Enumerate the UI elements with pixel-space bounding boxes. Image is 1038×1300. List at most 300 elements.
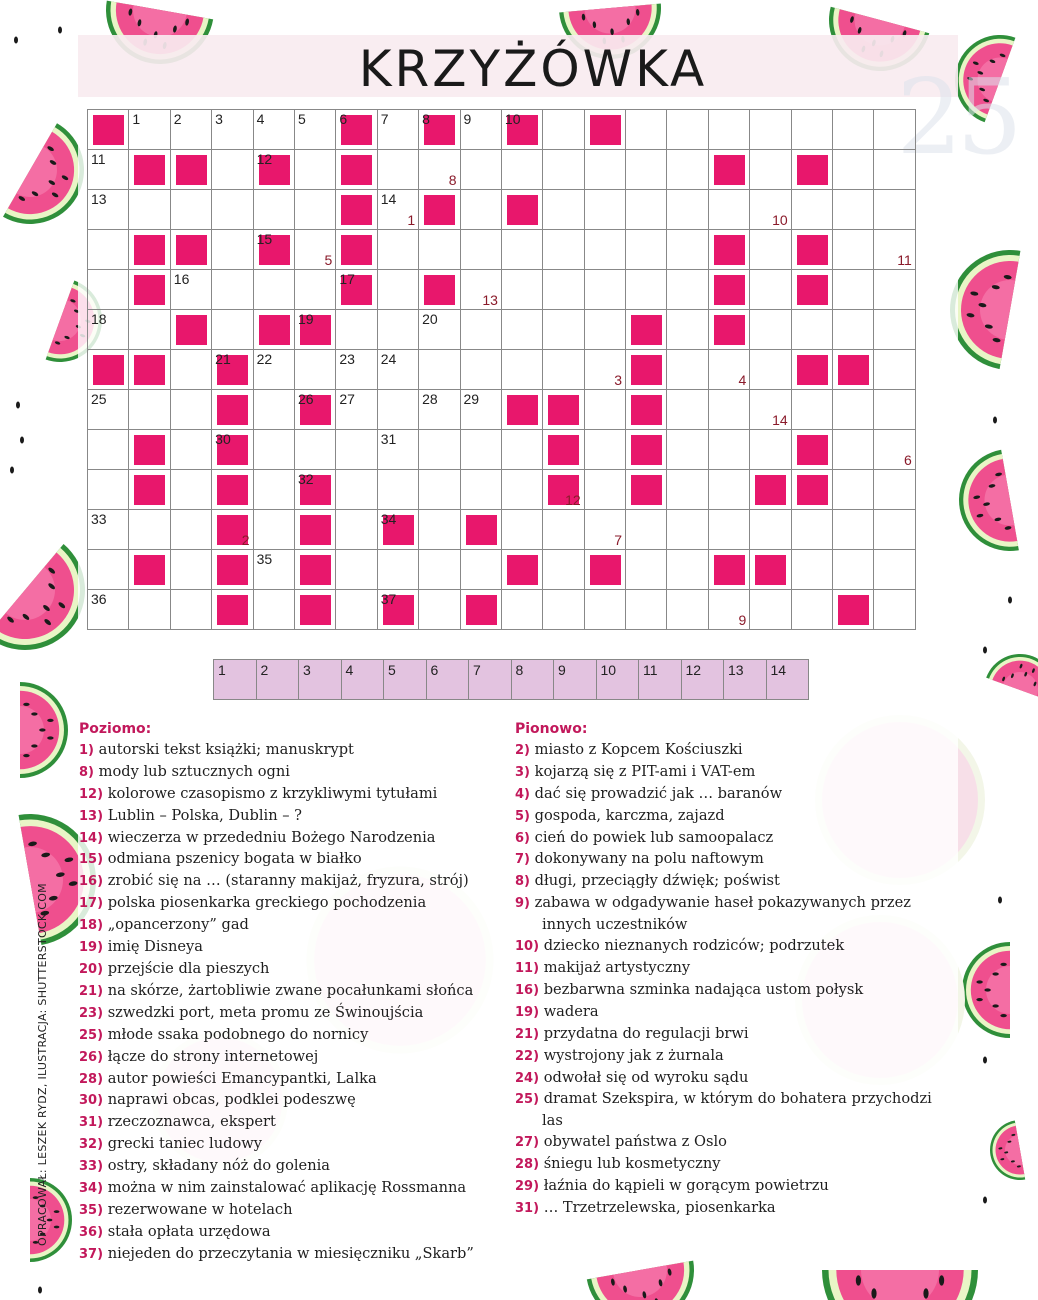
grid-cell[interactable] — [461, 350, 502, 390]
grid-cell[interactable] — [543, 230, 584, 270]
grid-cell[interactable] — [88, 270, 129, 310]
grid-cell[interactable] — [833, 430, 874, 470]
grid-cell[interactable] — [543, 270, 584, 310]
grid-cell[interactable] — [171, 110, 212, 150]
solution-cell-number: 11 — [643, 662, 658, 678]
grid-cell[interactable] — [88, 470, 129, 510]
grid-cell[interactable] — [667, 190, 708, 230]
grid-cell[interactable] — [626, 270, 667, 310]
grid-cell[interactable] — [626, 550, 667, 590]
grid-cell[interactable] — [833, 110, 874, 150]
grid-cell[interactable] — [709, 390, 750, 430]
solution-slot-number: 7 — [614, 532, 623, 548]
clue-item — [515, 849, 955, 871]
solution-cell[interactable] — [299, 660, 342, 700]
grid-cell[interactable] — [212, 230, 253, 270]
grid-cell[interactable] — [336, 310, 377, 350]
grid-cell[interactable] — [502, 510, 543, 550]
black-square — [466, 515, 497, 545]
grid-cell[interactable] — [667, 470, 708, 510]
grid-cell[interactable] — [585, 270, 626, 310]
grid-cell[interactable] — [378, 270, 419, 310]
grid-cell[interactable] — [626, 190, 667, 230]
grid-cell[interactable] — [667, 390, 708, 430]
grid-cell[interactable] — [461, 390, 502, 430]
grid-block-cell — [461, 590, 502, 630]
grid-cell[interactable] — [419, 470, 460, 510]
clue-item-text: młode ssaka podobnego do nornicy — [107, 1025, 369, 1043]
clue-item-text: wystrojony jak z żurnala — [543, 1046, 724, 1064]
grid-cell[interactable] — [709, 190, 750, 230]
grid-cell[interactable] — [585, 310, 626, 350]
grid-cell[interactable] — [667, 310, 708, 350]
grid-cell[interactable] — [709, 430, 750, 470]
grid-cell[interactable] — [336, 350, 377, 390]
grid-cell[interactable] — [874, 590, 915, 630]
solution-slot-number: 13 — [482, 292, 498, 308]
grid-cell[interactable] — [378, 550, 419, 590]
grid-cell[interactable] — [171, 430, 212, 470]
grid-block-cell — [626, 350, 667, 390]
grid-cell[interactable] — [212, 190, 253, 230]
clue-number: 24 — [380, 351, 397, 367]
grid-cell[interactable] — [254, 590, 295, 630]
black-square — [424, 195, 455, 225]
grid-cell[interactable] — [129, 590, 170, 630]
grid-cell[interactable] — [419, 390, 460, 430]
clue-item-text: kojarzą się z PIT-ami i VAT-em — [534, 762, 756, 780]
clue-item-number: 37) — [79, 1246, 104, 1262]
grid-cell[interactable] — [88, 310, 129, 350]
clues-across — [79, 719, 499, 1266]
grid-cell[interactable] — [585, 350, 626, 390]
grid-cell[interactable] — [874, 110, 915, 150]
grid-cell[interactable] — [874, 430, 915, 470]
solution-cell[interactable] — [767, 660, 810, 700]
grid-cell[interactable] — [295, 150, 336, 190]
grid-cell[interactable] — [874, 550, 915, 590]
grid-cell[interactable] — [502, 270, 543, 310]
clue-number: 5 — [297, 111, 306, 127]
grid-cell[interactable] — [378, 390, 419, 430]
grid-row — [88, 510, 916, 550]
solution-slot-number: 3 — [614, 372, 623, 388]
black-square — [714, 555, 745, 585]
grid-cell[interactable] — [212, 150, 253, 190]
grid-cell[interactable] — [626, 590, 667, 630]
grid-cell[interactable] — [295, 110, 336, 150]
clue-item-text: kolorowe czasopismo z krzykliwymi tytułami — [107, 784, 438, 802]
grid-cell[interactable] — [667, 230, 708, 270]
grid-cell[interactable] — [254, 110, 295, 150]
grid-cell[interactable] — [874, 190, 915, 230]
clue-number: 7 — [380, 111, 389, 127]
grid-block-cell — [212, 430, 253, 470]
grid-cell[interactable] — [543, 190, 584, 230]
grid-cell[interactable] — [833, 510, 874, 550]
grid-cell[interactable] — [874, 350, 915, 390]
clue-item-text: przejście dla pieszych — [107, 959, 270, 977]
grid-cell[interactable] — [667, 550, 708, 590]
grid-cell[interactable] — [585, 470, 626, 510]
solution-cell[interactable] — [554, 660, 597, 700]
grid-cell[interactable] — [378, 150, 419, 190]
solution-cell[interactable] — [724, 660, 767, 700]
grid-cell[interactable] — [295, 270, 336, 310]
grid-cell[interactable] — [667, 590, 708, 630]
grid-cell[interactable] — [88, 590, 129, 630]
grid-cell[interactable] — [171, 510, 212, 550]
solution-cell-number: 8 — [515, 662, 524, 678]
grid-cell[interactable] — [419, 310, 460, 350]
solution-slot-number: 8 — [448, 172, 457, 188]
grid-cell[interactable] — [874, 510, 915, 550]
grid-cell[interactable] — [461, 150, 502, 190]
grid-cell[interactable] — [874, 270, 915, 310]
grid-cell[interactable] — [461, 190, 502, 230]
grid-cell[interactable] — [502, 590, 543, 630]
grid-cell[interactable] — [667, 510, 708, 550]
grid-cell[interactable] — [254, 510, 295, 550]
grid-row — [88, 550, 916, 590]
grid-cell[interactable] — [254, 550, 295, 590]
grid-block-cell — [419, 270, 460, 310]
solution-cell[interactable] — [427, 660, 470, 700]
grid-cell[interactable] — [543, 590, 584, 630]
clue-item-text: naprawi obcas, podklei podeszwę — [107, 1091, 356, 1109]
grid-cell[interactable] — [585, 590, 626, 630]
grid-cell[interactable] — [254, 470, 295, 510]
grid-cell[interactable] — [461, 110, 502, 150]
grid-cell[interactable] — [88, 430, 129, 470]
grid-cell[interactable] — [833, 310, 874, 350]
clue-item-text: odwołał się od wyroku sądu — [543, 1068, 749, 1086]
grid-block-cell — [336, 110, 377, 150]
clue-item-number: 2) — [515, 742, 530, 758]
clue-item-number: 5) — [515, 808, 530, 824]
clue-item — [79, 1003, 499, 1025]
grid-cell[interactable] — [874, 390, 915, 430]
grid-cell[interactable] — [750, 230, 791, 270]
grid-cell[interactable] — [874, 310, 915, 350]
grid-cell[interactable] — [585, 190, 626, 230]
grid-cell[interactable] — [212, 110, 253, 150]
grid-cell[interactable] — [295, 430, 336, 470]
grid-cell[interactable] — [295, 190, 336, 230]
grid-block-cell — [212, 390, 253, 430]
grid-row — [88, 270, 916, 310]
grid-block-cell — [171, 230, 212, 270]
grid-cell[interactable] — [171, 270, 212, 310]
grid-cell[interactable] — [709, 350, 750, 390]
grid-cell[interactable] — [336, 390, 377, 430]
grid-cell[interactable] — [750, 190, 791, 230]
grid-cell[interactable] — [667, 430, 708, 470]
grid-cell[interactable] — [750, 510, 791, 550]
clue-item-text: dokonywany na polu naftowym — [534, 850, 764, 868]
grid-block-cell — [129, 150, 170, 190]
grid-cell[interactable] — [543, 310, 584, 350]
solution-cell[interactable] — [214, 660, 257, 700]
grid-cell[interactable] — [419, 550, 460, 590]
clue-item — [515, 958, 955, 980]
solution-cell[interactable] — [512, 660, 555, 700]
grid-cell[interactable] — [502, 350, 543, 390]
grid-cell[interactable] — [336, 590, 377, 630]
clue-number: 22 — [256, 351, 273, 367]
grid-cell[interactable] — [874, 470, 915, 510]
black-square — [797, 435, 828, 465]
black-square — [631, 315, 662, 345]
black-square — [838, 595, 869, 625]
grid-cell[interactable] — [378, 230, 419, 270]
solution-cell[interactable] — [342, 660, 385, 700]
black-square — [134, 475, 165, 505]
grid-cell[interactable] — [336, 430, 377, 470]
grid-cell[interactable] — [750, 110, 791, 150]
solution-slot-number: 11 — [897, 252, 912, 268]
grid-block-cell — [88, 350, 129, 390]
grid-block-cell — [750, 470, 791, 510]
grid-cell[interactable] — [129, 310, 170, 350]
grid-cell[interactable] — [709, 510, 750, 550]
grid-cell[interactable] — [171, 350, 212, 390]
grid-cell[interactable] — [750, 430, 791, 470]
grid-cell[interactable] — [212, 310, 253, 350]
grid-cell[interactable] — [626, 150, 667, 190]
solution-cell[interactable] — [257, 660, 300, 700]
clue-item — [515, 1132, 955, 1154]
grid-cell[interactable] — [461, 470, 502, 510]
solution-cell[interactable] — [469, 660, 512, 700]
grid-cell[interactable] — [750, 350, 791, 390]
grid-cell[interactable] — [792, 190, 833, 230]
grid-cell[interactable] — [378, 350, 419, 390]
clue-item — [79, 1222, 499, 1244]
grid-cell[interactable] — [667, 150, 708, 190]
grid-cell[interactable] — [461, 230, 502, 270]
grid-cell[interactable] — [336, 470, 377, 510]
grid-cell[interactable] — [750, 270, 791, 310]
clue-number: 31 — [380, 431, 397, 447]
grid-cell[interactable] — [792, 550, 833, 590]
grid-cell[interactable] — [667, 350, 708, 390]
grid-cell[interactable] — [88, 550, 129, 590]
black-square — [217, 555, 248, 585]
clue-item — [79, 1112, 499, 1134]
grid-cell[interactable] — [543, 350, 584, 390]
grid-cell[interactable] — [378, 310, 419, 350]
grid-cell[interactable] — [336, 550, 377, 590]
grid-cell[interactable] — [419, 590, 460, 630]
grid-cell[interactable] — [88, 510, 129, 550]
grid-cell[interactable] — [543, 550, 584, 590]
grid-cell[interactable] — [585, 390, 626, 430]
grid-block-cell — [419, 110, 460, 150]
grid-cell[interactable] — [461, 550, 502, 590]
clue-item — [79, 1047, 499, 1069]
grid-cell[interactable] — [419, 510, 460, 550]
clue-item-text: … Trzetrzelewska, piosenkarka — [543, 1198, 776, 1216]
grid-cell[interactable] — [419, 230, 460, 270]
solution-cell[interactable] — [384, 660, 427, 700]
grid-cell[interactable] — [750, 390, 791, 430]
grid-block-cell — [792, 350, 833, 390]
clue-item — [515, 1198, 955, 1220]
grid-cell[interactable] — [295, 350, 336, 390]
black-square — [548, 395, 579, 425]
clue-item-text: łącze do strony internetowej — [107, 1047, 319, 1065]
grid-cell[interactable] — [88, 230, 129, 270]
grid-cell[interactable] — [543, 510, 584, 550]
grid-cell[interactable] — [502, 310, 543, 350]
clue-item — [79, 959, 499, 981]
clue-number: 17 — [339, 271, 355, 287]
grid-cell[interactable] — [833, 390, 874, 430]
black-square — [548, 435, 579, 465]
grid-cell[interactable] — [543, 150, 584, 190]
clue-item-text: gospoda, karczma, zajazd — [534, 806, 725, 824]
grid-cell[interactable] — [88, 190, 129, 230]
grid-cell[interactable] — [585, 150, 626, 190]
grid-cell[interactable] — [502, 430, 543, 470]
grid-cell[interactable] — [171, 470, 212, 510]
grid-cell[interactable] — [833, 230, 874, 270]
grid-cell[interactable] — [874, 150, 915, 190]
grid-cell[interactable] — [792, 110, 833, 150]
solution-slot-number: 9 — [738, 612, 747, 628]
clue-item-number: 21) — [515, 1026, 540, 1042]
grid-cell[interactable] — [792, 590, 833, 630]
grid-block-cell — [212, 510, 253, 550]
clue-item-text: szwedzki port, meta promu ze Świnoujścia — [107, 1003, 424, 1021]
grid-cell[interactable] — [129, 190, 170, 230]
clue-item-text: długi, przeciągły dźwięk; poświst — [534, 872, 780, 890]
grid-cell[interactable] — [833, 150, 874, 190]
clue-item-text: łaźnia do kąpieli w gorącym powietrzu — [543, 1177, 829, 1195]
grid-cell[interactable] — [254, 350, 295, 390]
grid-cell[interactable] — [502, 470, 543, 510]
clues-down-list — [515, 740, 955, 1220]
grid-cell[interactable] — [543, 110, 584, 150]
clue-item — [79, 1200, 499, 1222]
grid-cell[interactable] — [626, 510, 667, 550]
clue-item — [79, 1025, 499, 1047]
grid-cell[interactable] — [171, 190, 212, 230]
grid-block-cell — [792, 270, 833, 310]
clue-item-number: 24) — [515, 1070, 540, 1086]
grid-cell[interactable] — [792, 390, 833, 430]
grid-cell[interactable] — [874, 230, 915, 270]
grid-cell[interactable] — [129, 110, 170, 150]
grid-cell[interactable] — [709, 590, 750, 630]
clue-item — [79, 893, 499, 915]
grid-cell[interactable] — [667, 110, 708, 150]
black-square — [714, 155, 745, 185]
grid-cell[interactable] — [378, 470, 419, 510]
grid-cell[interactable] — [171, 390, 212, 430]
grid-cell[interactable] — [171, 590, 212, 630]
grid-cell[interactable] — [461, 310, 502, 350]
grid-cell[interactable] — [419, 150, 460, 190]
clue-number: 23 — [339, 351, 355, 367]
grid-cell[interactable] — [378, 110, 419, 150]
grid-cell[interactable] — [585, 230, 626, 270]
grid-cell[interactable] — [626, 110, 667, 150]
solution-cell[interactable] — [597, 660, 640, 700]
grid-cell[interactable] — [585, 510, 626, 550]
grid-cell[interactable] — [254, 190, 295, 230]
grid-cell[interactable] — [336, 510, 377, 550]
grid-row — [88, 430, 916, 470]
grid-cell[interactable] — [833, 190, 874, 230]
clue-item — [515, 1176, 955, 1198]
grid-cell[interactable] — [254, 390, 295, 430]
grid-block-cell — [336, 150, 377, 190]
grid-cell[interactable] — [585, 430, 626, 470]
clue-number: 8 — [422, 111, 430, 127]
clue-item-number: 22) — [515, 1048, 540, 1064]
grid-cell[interactable] — [129, 390, 170, 430]
grid-row — [88, 150, 916, 190]
grid-cell[interactable] — [295, 230, 336, 270]
grid-cell[interactable] — [833, 470, 874, 510]
grid-block-cell — [295, 510, 336, 550]
grid-cell[interactable] — [502, 230, 543, 270]
clue-item-text: dać się prowadzić jak … baranów — [534, 784, 783, 802]
grid-cell[interactable] — [254, 270, 295, 310]
clue-item — [515, 740, 955, 762]
grid-cell[interactable] — [171, 550, 212, 590]
grid-cell[interactable] — [626, 230, 667, 270]
grid-cell[interactable] — [212, 270, 253, 310]
solution-cell[interactable] — [639, 660, 682, 700]
grid-block-cell — [543, 390, 584, 430]
grid-cell[interactable] — [129, 510, 170, 550]
clue-number: 10 — [504, 111, 521, 127]
grid-cell[interactable] — [833, 270, 874, 310]
grid-cell[interactable] — [88, 390, 129, 430]
black-square — [424, 275, 455, 305]
grid-cell[interactable] — [667, 270, 708, 310]
grid-block-cell — [750, 550, 791, 590]
grid-cell[interactable] — [750, 150, 791, 190]
clue-item — [515, 1046, 955, 1068]
grid-block-cell — [212, 550, 253, 590]
clue-number: 19 — [297, 311, 314, 327]
grid-cell[interactable] — [461, 270, 502, 310]
clue-item — [79, 915, 499, 937]
grid-cell[interactable] — [750, 590, 791, 630]
grid-cell[interactable] — [709, 470, 750, 510]
grid-cell[interactable] — [833, 550, 874, 590]
solution-cell[interactable] — [682, 660, 725, 700]
grid-cell[interactable] — [750, 310, 791, 350]
grid-cell[interactable] — [502, 150, 543, 190]
grid-cell[interactable] — [254, 430, 295, 470]
grid-cell[interactable] — [419, 430, 460, 470]
grid-cell[interactable] — [461, 430, 502, 470]
grid-block-cell — [254, 150, 295, 190]
grid-cell[interactable] — [378, 430, 419, 470]
grid-cell[interactable] — [792, 510, 833, 550]
grid-cell[interactable] — [419, 350, 460, 390]
grid-cell[interactable] — [792, 310, 833, 350]
grid-cell[interactable] — [709, 110, 750, 150]
grid-cell[interactable] — [88, 150, 129, 190]
solution-cell-number: 9 — [558, 662, 566, 678]
grid-cell[interactable] — [378, 190, 419, 230]
